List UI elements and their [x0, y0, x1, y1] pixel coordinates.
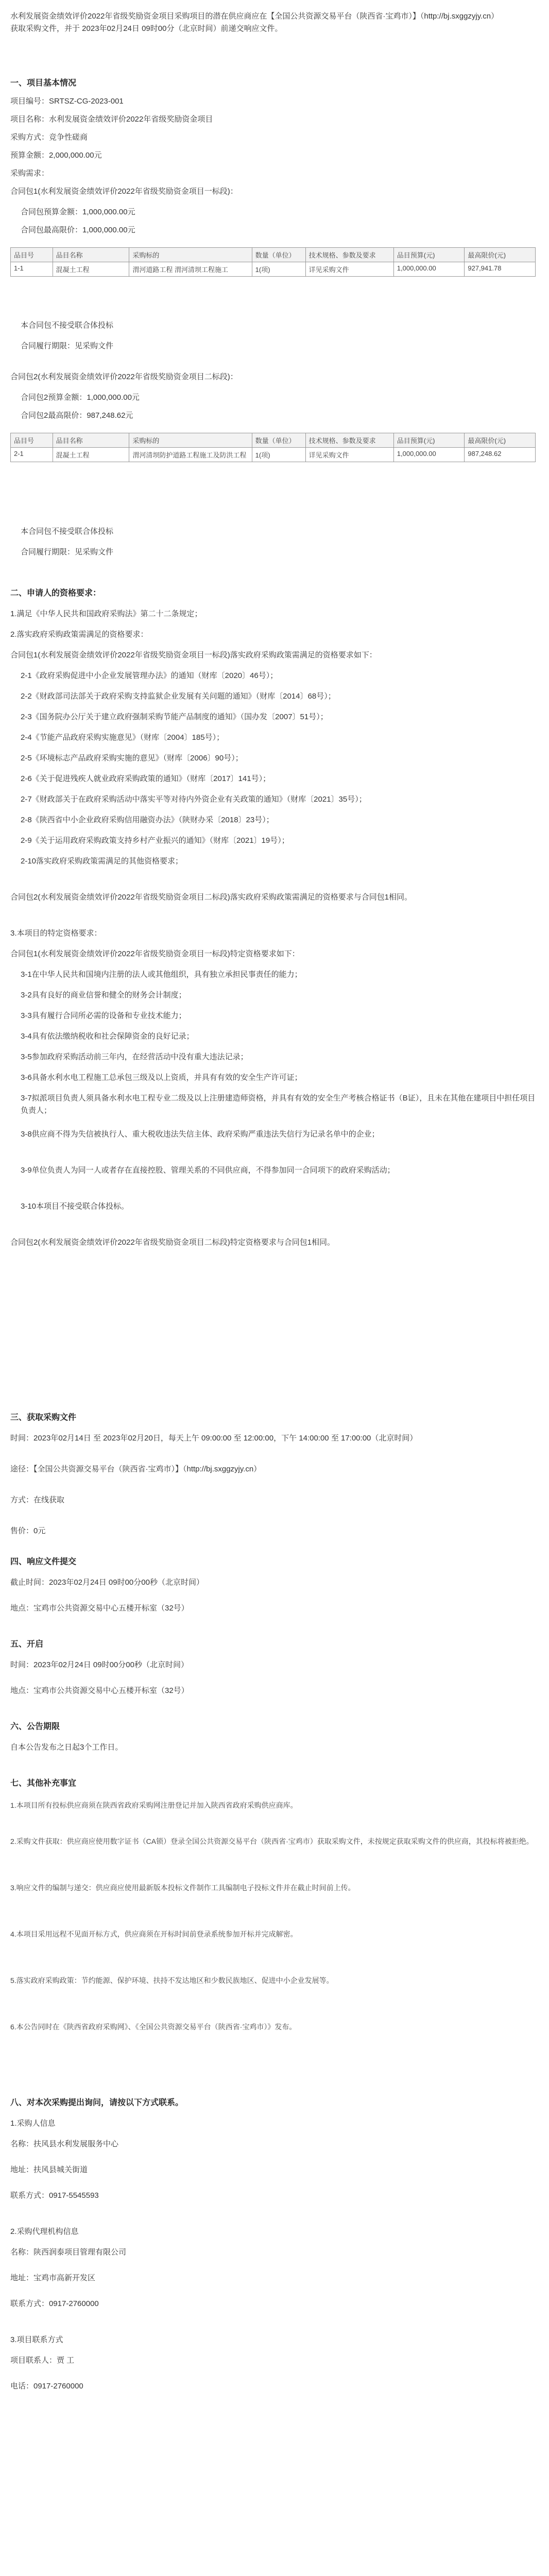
- col-header: 品目名称: [53, 433, 129, 448]
- supplement-item: 1.本项目所有投标供应商须在陕西省政府采购网注册登记并加入陕西省政府采购供应商库。: [10, 1801, 298, 1809]
- package2-table: [10, 433, 536, 462]
- section1-heading: 一、项目基本情况: [10, 79, 77, 88]
- section8-heading: 八、对本次采购提出询问，请按以下方式联系。: [10, 2098, 184, 2107]
- table-cell: 1,000,000.00: [393, 262, 465, 277]
- supplement-item: 3.响应文件的编制与递交：供应商应使用最新版本投标文件制作工具编制电子投标文件并在截止时间前上传。: [10, 1884, 355, 1892]
- contact-phone: 电话：0917-2760000: [10, 2382, 83, 2391]
- budget-amount: 预算金额：2,000,000.00元: [10, 151, 102, 160]
- req-item: 3-5参加政府采购活动前三年内，在经营活动中没有重大违法记录；: [21, 1053, 248, 1061]
- package1-title: 合同包1(水利发展资金绩效评价2022年省级奖励资金项目一标段)：: [10, 187, 238, 196]
- req-item: 1.满足《中华人民共和国政府采购法》第二十二条规定；: [10, 609, 202, 618]
- get-docs-time: 时间：2023年02月14日 至 2023年02月20日，每天上午 09:00:00 至 12:00:00，下午 14:00:00 至 17:00:00（北京时间）: [10, 1434, 418, 1443]
- req-item: 2.落实政府采购政策需满足的资格要求：: [10, 630, 148, 639]
- req-item: 3.本项目的特定资格要求：: [10, 929, 102, 938]
- table-cell: 渭河道路工程 渭河清坝工程施工: [129, 262, 252, 277]
- agent-address: 地址：宝鸡市高新开发区: [10, 2274, 96, 2282]
- project-name: 项目名称：水利发展资金绩效评价2022年省级奖励资金项目: [10, 115, 213, 124]
- buyer-name: 名称：扶风县水利发展服务中心: [10, 2140, 119, 2148]
- opening-time: 时间：2023年02月24日 09时00分00秒（北京时间）: [10, 1660, 188, 1669]
- req-item: 3-6具备水利水电工程施工总承包三级及以上资质，并具有有效的安全生产许可证；: [21, 1073, 302, 1082]
- table-cell: 详见采购文件: [305, 262, 393, 277]
- col-header: 数量（单位）: [252, 248, 305, 262]
- req-item: 合同包1(水利发展资金绩效评价2022年省级奖励资金项目一标段)落实政府采购政策需满足的资格要求如下：: [10, 651, 377, 659]
- table-cell: 1(项): [252, 448, 305, 462]
- col-header: 技术规格、参数及要求: [305, 248, 393, 262]
- req-item: 合同包2(水利发展资金绩效评价2022年省级奖励资金项目二标段)特定资格要求与合同包1相同。: [10, 1238, 335, 1247]
- req-item: 3-8供应商不得为失信被执行人、重大税收违法失信主体、政府采购严重违法失信行为记录名单中的企业；: [21, 1130, 380, 1139]
- req-item: 2-5《环境标志产品政府采购实施的意见》（财库〔2006〕90号）；: [21, 754, 243, 762]
- req-item: 2-8《陕西省中小企业政府采购信用融资办法》（陕财办采〔2018〕23号）；: [21, 816, 274, 824]
- req-item: 3-3具有履行合同所必需的设备和专业技术能力；: [21, 1011, 186, 1020]
- section7-heading: 七、其他补充事宜: [10, 1779, 77, 1788]
- package1-budget: 合同包预算金额：1,000,000.00元: [21, 208, 135, 216]
- get-docs-place: 途径：【全国公共资源交易平台（陕西省·宝鸡市）】（http://bj.sxggzyjy.cn）: [10, 1465, 262, 1473]
- section4-heading: 四、响应文件提交: [10, 1557, 77, 1566]
- req-item: 3-9单位负责人为同一人或者存在直接控股、管理关系的不同供应商，不得参加同一合同项下的政府采购活动；: [21, 1166, 395, 1175]
- package2-note-consortium: 本合同包不接受联合体投标: [21, 527, 114, 536]
- package2-budget: 合同包2预算金额：1,000,000.00元: [21, 393, 140, 402]
- section2-heading: 二、申请人的资格要求：: [10, 589, 101, 598]
- package2-title: 合同包2(水利发展资金绩效评价2022年省级奖励资金项目二标段)：: [10, 372, 238, 381]
- package1-table: [10, 247, 536, 277]
- intro-text-2: 获取采购文件，并于 2023年02月24日 09时00分（北京时间）前递交响应文件。: [10, 24, 283, 33]
- table-header-row: [11, 248, 536, 262]
- col-header: 品目名称: [53, 248, 129, 262]
- table-cell: 2-1: [11, 448, 53, 462]
- table-cell: 混凝土工程: [53, 448, 129, 462]
- table-cell: 混凝土工程: [53, 262, 129, 277]
- table-cell: 1-1: [11, 262, 53, 277]
- req-item: 2-6《关于促进残疾人就业政府采购政策的通知》（财库〔2017〕141号）；: [21, 774, 271, 783]
- section5-heading: 五、开启: [10, 1640, 44, 1649]
- req-item: 2-7《财政部关于在政府采购活动中落实平等对待内外资企业有关政策的通知》（财库〔2021〕35号）；: [21, 795, 367, 804]
- intro: [10, 10, 536, 35]
- project-number: 项目编号：SRTSZ-CG-2023-001: [10, 97, 124, 106]
- procurement-needs: 采购需求：: [10, 169, 49, 178]
- table-cell: 1(项): [252, 262, 305, 277]
- buyer-phone: 联系方式：0917-5545593: [10, 2191, 99, 2200]
- supplement-item: 4.本项目采用远程不见面开标方式，供应商须在开标时间前登录系统参加开标并完成解密。: [10, 1930, 298, 1938]
- package1-max: 合同包最高限价：1,000,000.00元: [21, 226, 135, 234]
- col-header: 品目号: [11, 248, 53, 262]
- notice-period: 自本公告发布之日起3个工作日。: [10, 1743, 123, 1752]
- opening-place: 地点：宝鸡市公共资源交易中心五楼开标室（32号）: [10, 1686, 189, 1695]
- req-item: 2-4《节能产品政府采购实施意见》（财库〔2004〕185号）；: [21, 733, 225, 742]
- supplement-item: 6.本公告同时在《陕西省政府采购网》、《全国公共资源交易平台（陕西省·宝鸡市）》发布。: [10, 2023, 297, 2031]
- req-item: 3-10本项目不接受联合体投标。: [21, 1202, 129, 1211]
- table-cell: 详见采购文件: [305, 448, 393, 462]
- req-item: 3-7拟派项目负责人须具备水利水电工程专业二级及以上注册建造师资格，并具有有效的安全生产考核合格证书（B证），且未在其他在建项目中担任项目负责人；: [21, 1094, 536, 1115]
- table-cell: 927,941.78: [465, 262, 536, 277]
- col-header: 品目预算(元): [393, 433, 465, 448]
- table-cell: 渭河清坝防护道路工程施工及防洪工程: [129, 448, 252, 462]
- col-header: 采购标的: [129, 433, 252, 448]
- col-header: 技术规格、参数及要求: [305, 433, 393, 448]
- req-item: 2-3《国务院办公厅关于建立政府强制采购节能产品制度的通知》（国办发〔2007〕51号）；: [21, 713, 328, 721]
- submit-deadline: 截止时间：2023年02月24日 09时00分00秒（北京时间）: [10, 1578, 204, 1587]
- buyer-title: 1.采购人信息: [10, 2119, 56, 2128]
- req-item: 3-1在中华人民共和国境内注册的法人或其他组织，具有独立承担民事责任的能力；: [21, 970, 302, 979]
- table-header-row: [11, 433, 536, 448]
- buyer-address: 地址：扶风县城关街道: [10, 2165, 88, 2174]
- req-item: 合同包2(水利发展资金绩效评价2022年省级奖励资金项目二标段)落实政府采购政策需满足的资格要求与合同包1相同。: [10, 893, 413, 902]
- section6-heading: 六、公告期限: [10, 1722, 60, 1731]
- get-docs-method: 方式：在线获取: [10, 1496, 65, 1504]
- col-header: 最高限价(元): [465, 248, 536, 262]
- col-header: 品目预算(元): [393, 248, 465, 262]
- table-cell: 987,248.62: [465, 448, 536, 462]
- supplement-item: 5.落实政府采购政策：节约能源、保护环境、扶持不发达地区和少数民族地区、促进中小企业发展等。: [10, 1976, 334, 1985]
- package2-max: 合同包2最高限价：987,248.62元: [21, 411, 133, 420]
- intro-text-1: 水利发展资金绩效评价2022年省级奖励资金项目采购项目的潜在供应商应在【全国公共资源交易平台（陕西省·宝鸡市）】（http://bj.sxggzyjy.cn）: [10, 12, 499, 21]
- package1-note-consortium: 本合同包不接受联合体投标: [21, 321, 114, 330]
- table-row: [11, 262, 536, 277]
- req-item: 3-4具有依法缴纳税收和社会保障资金的良好记录；: [21, 1032, 194, 1041]
- package1-note-term: 合同履行期限：见采购文件: [21, 342, 114, 350]
- submit-place: 地点：宝鸡市公共资源交易中心五楼开标室（32号）: [10, 1604, 189, 1613]
- col-header: 品目号: [11, 433, 53, 448]
- req-item: 2-9《关于运用政府采购政策支持乡村产业振兴的通知》（财库〔2021〕19号）；: [21, 836, 289, 845]
- col-header: 采购标的: [129, 248, 252, 262]
- contact-title: 3.项目联系方式: [10, 2335, 63, 2344]
- req-item: 2-2《财政部司法部关于政府采购支持监狱企业发展有关问题的通知》（财库〔2014〕68号）；: [21, 692, 336, 701]
- package2-note-term: 合同履行期限：见采购文件: [21, 548, 114, 556]
- agent-title: 2.采购代理机构信息: [10, 2227, 79, 2236]
- get-docs-price: 售价：0元: [10, 1527, 46, 1535]
- agent-name: 名称：陕西润泰项目管理有限公司: [10, 2248, 127, 2257]
- req-item: 2-10落实政府采购政策需满足的其他资格要求；: [21, 857, 183, 866]
- req-item: 2-1《政府采购促进中小企业发展管理办法》的通知（财库〔2020〕46号）；: [21, 671, 278, 680]
- table-cell: 1,000,000.00: [393, 448, 465, 462]
- contact-name: 项目联系人：贾 工: [10, 2356, 75, 2365]
- procurement-method: 采购方式：竞争性磋商: [10, 133, 88, 142]
- section3-heading: 三、获取采购文件: [10, 1413, 77, 1422]
- supplement-item: 2.采购文件获取：供应商应使用数字证书（CA锁）登录全国公共资源交易平台（陕西省·宝鸡市）获取采购文件，未按规定获取采购文件的供应商，其投标将被拒绝。: [10, 1837, 534, 1845]
- req-item: 合同包1(水利发展资金绩效评价2022年省级奖励资金项目一标段)特定资格要求如下：: [10, 950, 300, 958]
- req-item: 3-2具有良好的商业信誉和健全的财务会计制度；: [21, 991, 186, 999]
- table-row: [11, 448, 536, 462]
- col-header: 最高限价(元): [465, 433, 536, 448]
- agent-phone: 联系方式：0917-2760000: [10, 2299, 99, 2308]
- col-header: 数量（单位）: [252, 433, 305, 448]
